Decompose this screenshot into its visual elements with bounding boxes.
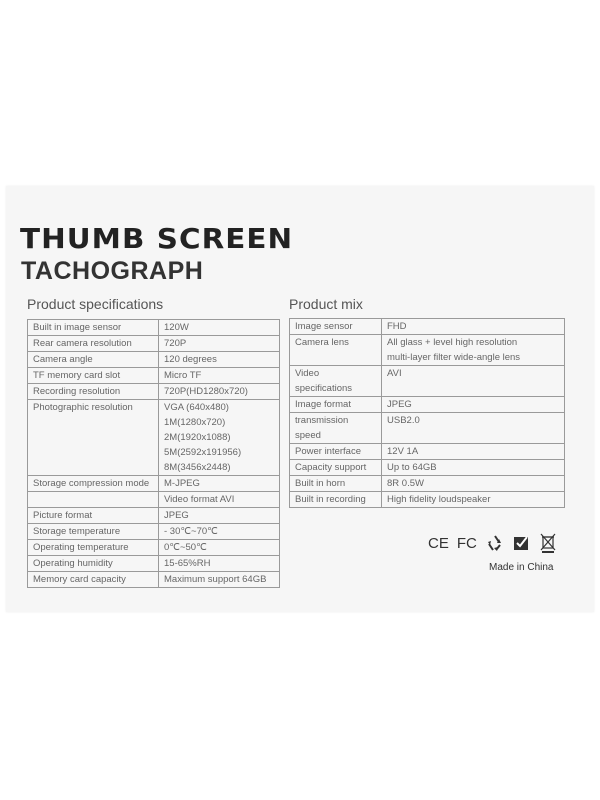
row-label: Video specifications	[290, 366, 382, 397]
row-label: Image sensor	[290, 319, 382, 335]
row-value: 0℃~50℃	[159, 540, 280, 556]
mix-row	[290, 413, 565, 444]
row-label: Recording resolution	[28, 384, 159, 400]
row-label: Camera angle	[28, 352, 159, 368]
row-value: All glass + level high resolution multi-layer filter wide-angle lens	[382, 335, 565, 366]
spec-row	[28, 492, 280, 508]
row-label: Built in horn	[290, 476, 382, 492]
spec-row	[28, 352, 280, 368]
row-value: - 30℃~70℃	[159, 524, 280, 540]
mix-row	[290, 476, 565, 492]
spec-row	[28, 336, 280, 352]
row-value: M-JPEG	[159, 476, 280, 492]
spec-row	[28, 508, 280, 524]
row-label: Operating humidity	[28, 556, 159, 572]
spec-row	[28, 368, 280, 384]
row-label: Photographic resolution	[28, 400, 159, 476]
row-label: Storage compression mode	[28, 476, 159, 492]
row-value: High fidelity loudspeaker	[382, 492, 565, 508]
row-label: Storage temperature	[28, 524, 159, 540]
mix-row	[290, 366, 565, 397]
mix-row	[290, 319, 565, 335]
row-value: Maximum support 64GB	[159, 572, 280, 588]
made-in-label: Made in China	[489, 562, 554, 573]
row-label: Image format	[290, 397, 382, 413]
certification-marks	[428, 532, 557, 554]
weee-bin-icon	[539, 532, 557, 554]
row-label: Capacity support	[290, 460, 382, 476]
ce-mark: CE	[428, 534, 449, 552]
mix-row	[290, 460, 565, 476]
spec-row	[28, 476, 280, 492]
row-label: transmission speed	[290, 413, 382, 444]
product-subtitle: TACHOGRAPH	[21, 257, 204, 285]
row-value: 120W	[159, 320, 280, 336]
mix-row	[290, 444, 565, 460]
spec-row	[28, 556, 280, 572]
row-label	[28, 492, 159, 508]
row-value: 15-65%RH	[159, 556, 280, 572]
row-value: Up to 64GB	[382, 460, 565, 476]
mix-heading: Product mix	[289, 296, 363, 312]
spec-row	[28, 400, 280, 476]
row-label: Power interface	[290, 444, 382, 460]
row-label: Built in recording	[290, 492, 382, 508]
mix-row	[290, 492, 565, 508]
spec-row	[28, 384, 280, 400]
row-value: USB2.0	[382, 413, 565, 444]
fc-mark: FC	[456, 534, 477, 552]
row-label: Rear camera resolution	[28, 336, 159, 352]
row-value: AVI	[382, 366, 565, 397]
rohs-icon	[513, 534, 531, 552]
row-value: 120 degrees	[159, 352, 280, 368]
row-label: Memory card capacity	[28, 572, 159, 588]
row-value: 720P	[159, 336, 280, 352]
row-value: FHD	[382, 319, 565, 335]
specifications-table	[27, 319, 280, 588]
product-title: THUMB SCREEN	[20, 222, 294, 255]
row-value: VGA (640x480) 1M(1280x720) 2M(1920x1088) 5M(2592x191956) 8M(3456x2448)	[159, 400, 280, 476]
recycle-icon	[485, 533, 505, 553]
mix-row	[290, 335, 565, 366]
spec-row	[28, 572, 280, 588]
spec-row	[28, 524, 280, 540]
spec-row	[28, 320, 280, 336]
row-value: 720P(HD1280x720)	[159, 384, 280, 400]
row-label: Built in image sensor	[28, 320, 159, 336]
row-value: 8R 0.5W	[382, 476, 565, 492]
row-label: Operating temperature	[28, 540, 159, 556]
product-mix-table	[289, 318, 565, 508]
row-label: TF memory card slot	[28, 368, 159, 384]
specs-heading: Product specifications	[27, 296, 164, 312]
row-value: JPEG	[159, 508, 280, 524]
row-value: 12V 1A	[382, 444, 565, 460]
row-label: Picture format	[28, 508, 159, 524]
row-value: JPEG	[382, 397, 565, 413]
mix-row	[290, 397, 565, 413]
spec-row	[28, 540, 280, 556]
row-value: Video format AVI	[159, 492, 280, 508]
row-label: Camera lens	[290, 335, 382, 366]
row-value: Micro TF	[159, 368, 280, 384]
